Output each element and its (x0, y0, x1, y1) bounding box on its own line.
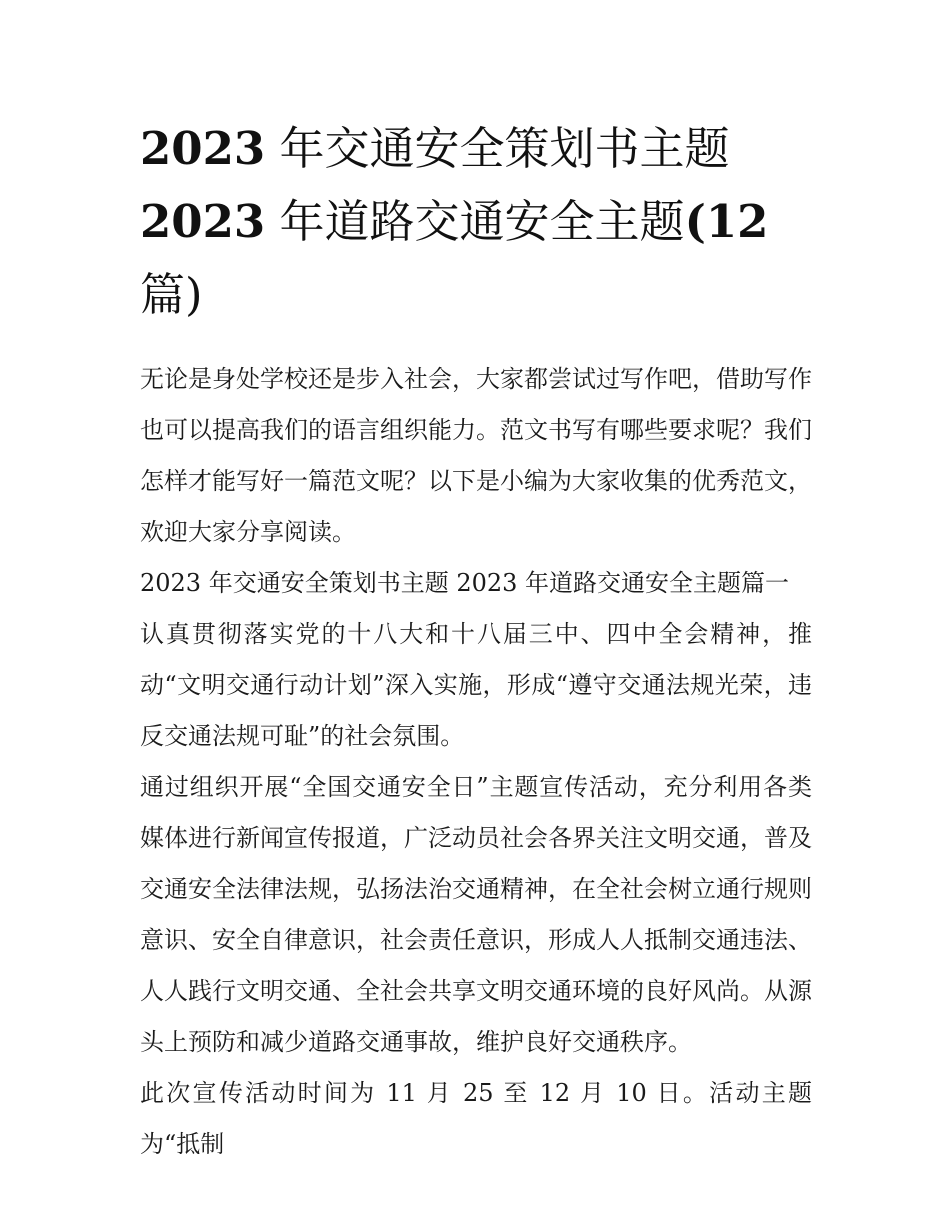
body-paragraph: 此次宣传活动时间为 11 月 25 至 12 月 10 日。活动主题为“抵制 (140, 1079, 812, 1158)
intro-paragraph: 无论是身处学校还是步入社会，大家都尝试过写作吧，借助写作也可以提高我们的语言组织能力。范文书写有哪些要求呢？我们怎样才能写好一篇范文呢？以下是小编为大家收集的优秀范文，欢迎大家分享阅读。 (140, 365, 812, 546)
document-body (140, 354, 812, 1170)
title-text-2: 年道路交通安全主题 (265, 195, 685, 248)
title-year-2: 2023 (140, 195, 266, 248)
title-text-3: 篇) (140, 268, 203, 321)
title-year-1: 2023 (140, 122, 266, 175)
title-count: (12 (684, 195, 769, 248)
document-title (140, 112, 812, 331)
title-text-1: 年交通安全策划书主题 (265, 122, 730, 175)
document-page (140, 112, 812, 1170)
section-heading: 2023 年交通安全策划书主题 2023 年道路交通安全主题篇一 (140, 569, 790, 597)
body-paragraph: 通过组织开展“全国交通安全日”主题宣传活动，充分利用各类媒体进行新闻宣传报道，广泛动员社会各界关注文明交通，普及交通安全法律法规，弘扬法治交通精神，在全社会树立通行规则意识、安全自律意识，社会责任意识，形成人人抵制交通违法、人人践行文明交通、全社会共享文明交通环境的良好风尚。从源头上预防和减少道路交通事故，维护良好交通秩序。 (140, 773, 812, 1056)
body-paragraph: 认真贯彻落实党的十八大和十八届三中、四中全会精神，推动“文明交通行动计划”深入实施，形成“遵守交通法规光荣，违反交通法规可耻”的社会氛围。 (140, 620, 812, 750)
